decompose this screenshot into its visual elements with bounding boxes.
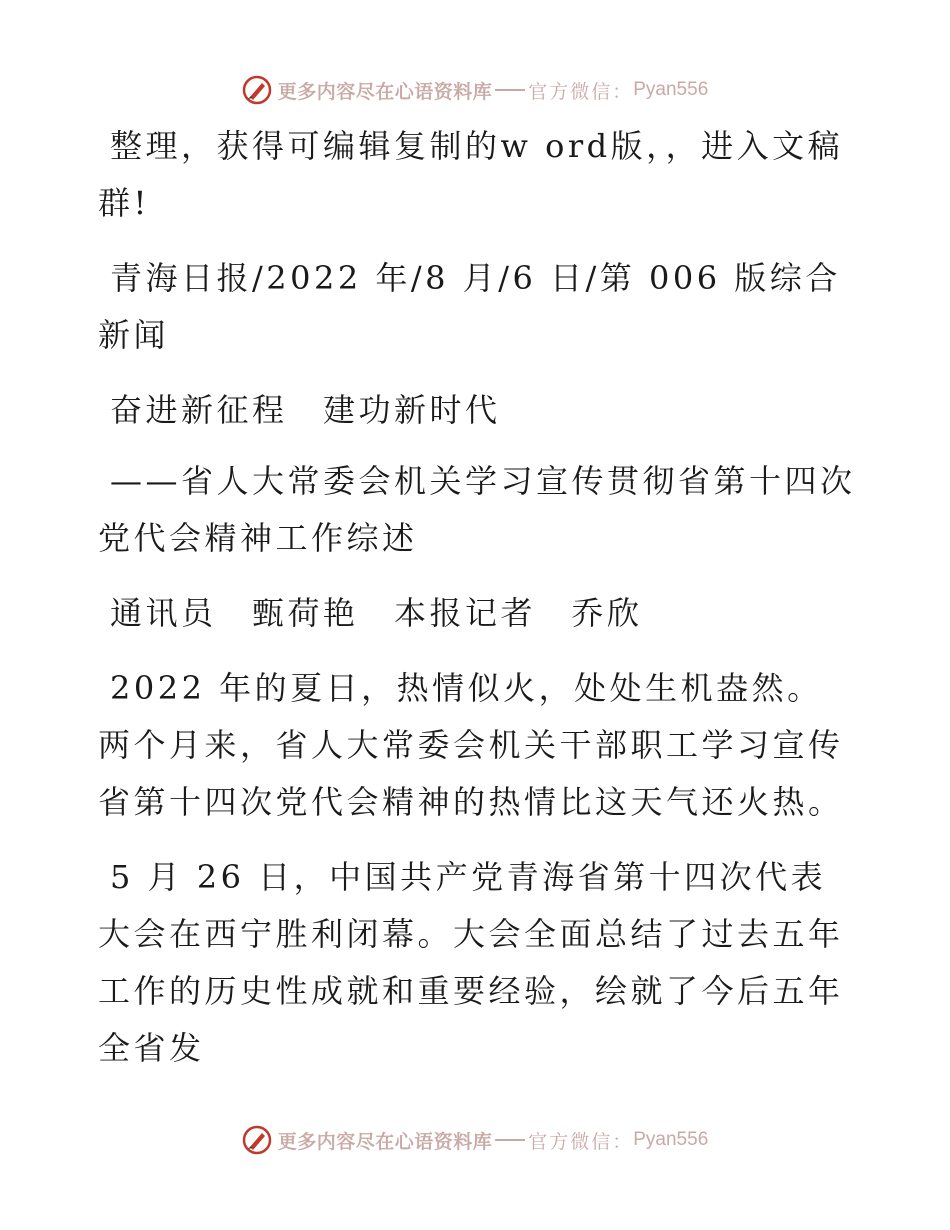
article-title: 奋进新征程 建功新时代	[110, 391, 501, 429]
article-subtitle: ——省人大常委会机关学习宣传贯彻省第十四次党代会精神工作综述	[98, 462, 856, 557]
watermark-official-label: 官方微信：	[528, 80, 634, 103]
paragraph-body-2: 5 月 26 日，中国共产党青海省第十四次代表大会在西宁胜利闭幕。大会全面总结了过去五年工作的历史性成就和重要经验，绘就了今后五年全省发	[98, 858, 844, 1067]
article-byline: 通讯员 甄荷艳 本报记者 乔欣	[110, 594, 643, 632]
watermark-wechat-id: Pyan556	[633, 1129, 709, 1150]
pen-logo-icon	[242, 1125, 272, 1155]
header-watermark	[0, 70, 950, 110]
watermark-wechat-id: Pyan556	[633, 79, 709, 100]
footer-watermark	[0, 1120, 950, 1160]
watermark-dash	[495, 1139, 525, 1141]
watermark-dash	[495, 89, 525, 91]
document-body	[98, 118, 858, 1095]
watermark-text: 更多内容尽在心语资料库	[277, 80, 493, 103]
pen-logo-icon	[242, 75, 272, 105]
watermark-text: 更多内容尽在心语资料库	[277, 1130, 493, 1153]
paragraph-body-1: 2022 年的夏日，热情似火，处处生机盎然。两个月来，省人大常委会机关干部职工学习宣传省第十四次党代会精神的热情比这天气还火热。	[98, 669, 844, 821]
paragraph-source: 青海日报/2022 年/8 月/6 日/第 006 版综合新闻	[98, 259, 841, 354]
watermark-official-label: 官方微信：	[528, 1130, 634, 1153]
paragraph-intro: 整理，获得可编辑复制的w ord版，，进入文稿群!	[98, 127, 844, 222]
